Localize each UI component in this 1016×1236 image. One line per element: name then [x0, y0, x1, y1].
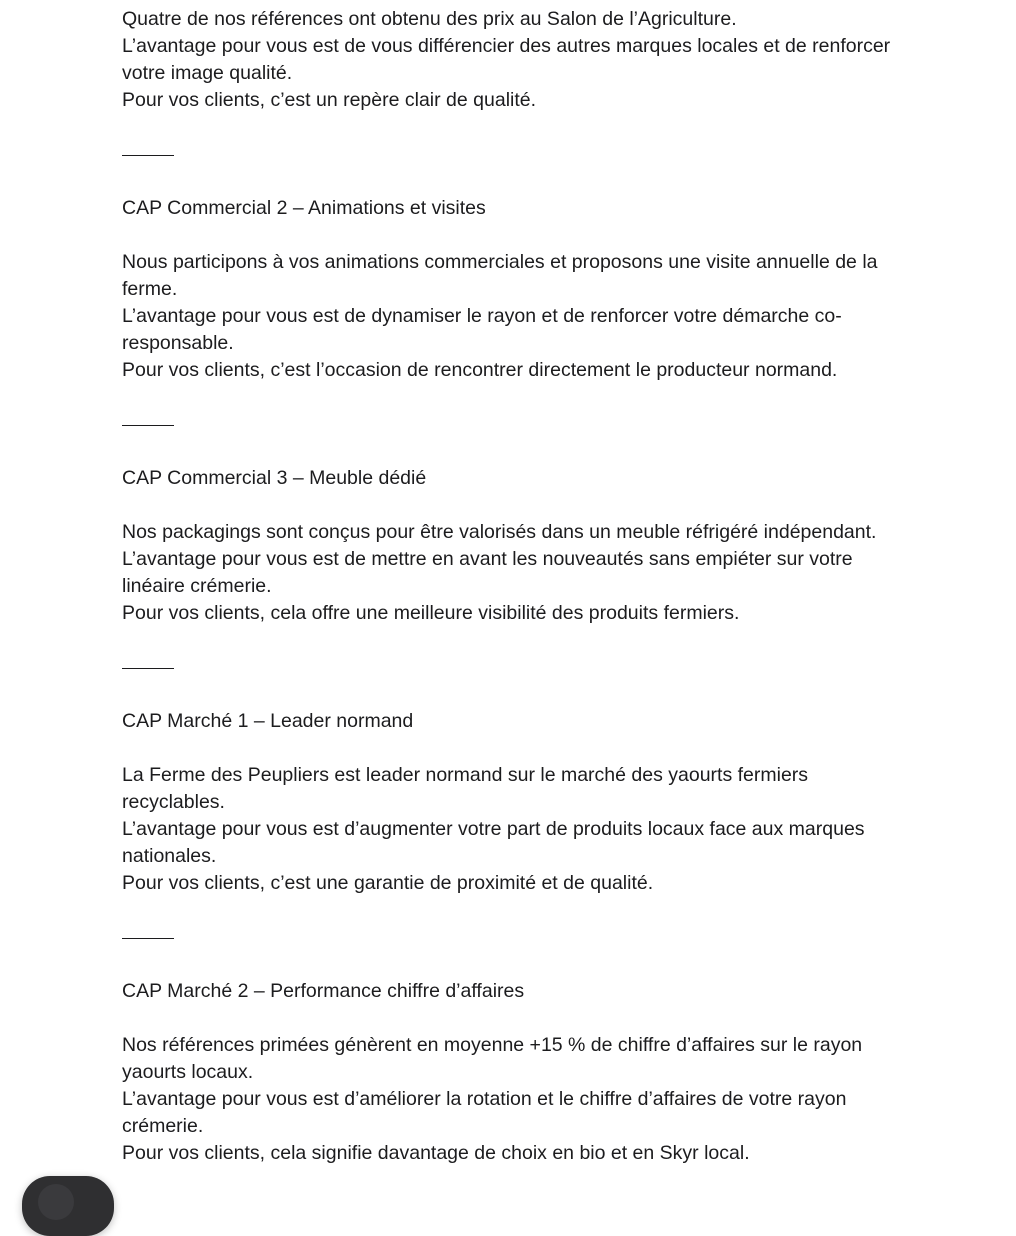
section-divider — [122, 411, 912, 438]
section-divider — [122, 924, 912, 951]
text-line: La Ferme des Peupliers est leader normand sur le marché des yaourts fermiers recyclables. — [122, 764, 809, 813]
text-line: L’avantage pour vous est de mettre en avant les nouveautés sans empiéter sur votre linéaire crémerie. — [122, 548, 853, 597]
floating-action-button[interactable] — [22, 1176, 114, 1236]
text-line: L’avantage pour vous est d’améliorer la rotation et le chiffre d’affaires de votre rayon crémerie. — [122, 1088, 847, 1137]
text-line: Pour vos clients, c’est l’occasion de rencontrer directement le producteur normand. — [122, 359, 838, 381]
section-divider — [122, 654, 912, 681]
avatar-icon — [38, 1184, 74, 1220]
text-line: L’avantage pour vous est de vous différencier des autres marques locales et de renforcer votre image qualité. — [122, 35, 891, 84]
section-title: CAP Marché 2 – Performance chiffre d’affaires — [122, 980, 525, 1002]
section-cap-marche-2 — [122, 978, 912, 1167]
section-cap-commercial-3 — [122, 465, 912, 627]
text-line: L’avantage pour vous est d’augmenter votre part de produits locaux face aux marques nationales. — [122, 818, 865, 867]
text-line: L’avantage pour vous est de dynamiser le rayon et de renforcer votre démarche co-responsable. — [122, 305, 842, 354]
section-cap-marche-1 — [122, 708, 912, 897]
text-line: Quatre de nos références ont obtenu des prix au Salon de l’Agriculture. — [122, 8, 737, 30]
intro-paragraph — [122, 6, 912, 114]
section-title: CAP Marché 1 – Leader normand — [122, 710, 414, 732]
text-line: Nos packagings sont conçus pour être valorisés dans un meuble réfrigéré indépendant. — [122, 521, 877, 543]
text-line: Pour vos clients, c’est une garantie de proximité et de qualité. — [122, 872, 654, 894]
text-line: Nous participons à vos animations commerciales et proposons une visite annuelle de la ferme. — [122, 251, 878, 300]
text-line: Pour vos clients, cela signifie davantage de choix en bio et en Skyr local. — [122, 1142, 750, 1164]
document-body — [122, 6, 912, 1167]
section-title: CAP Commercial 3 – Meuble dédié — [122, 467, 427, 489]
section-title: CAP Commercial 2 – Animations et visites — [122, 197, 486, 219]
text-line: Pour vos clients, c’est un repère clair de qualité. — [122, 89, 537, 111]
text-line: Nos références primées génèrent en moyenne +15 % de chiffre d’affaires sur le rayon yaourts locaux. — [122, 1034, 863, 1083]
section-cap-commercial-2 — [122, 195, 912, 384]
text-line: Pour vos clients, cela offre une meilleure visibilité des produits fermiers. — [122, 602, 740, 624]
section-divider — [122, 141, 912, 168]
